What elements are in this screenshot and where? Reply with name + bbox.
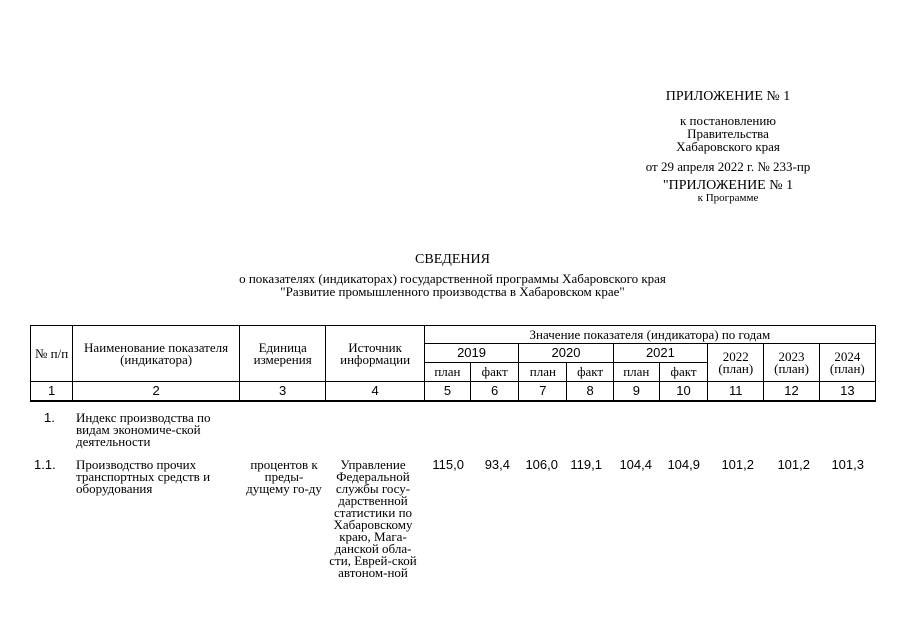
value-2021-fact: 104,9 bbox=[667, 457, 700, 472]
header-fact-2021: факт bbox=[659, 363, 707, 382]
col-number-4: 4 bbox=[326, 382, 424, 402]
to-resolution: к постановлению bbox=[679, 113, 777, 128]
header-2024-plan: 2024 (план) bbox=[819, 344, 875, 382]
header-year-2021: 2021 bbox=[613, 344, 707, 363]
value-2019-plan: 115,0 bbox=[432, 457, 464, 472]
region-label: Хабаровского края bbox=[676, 139, 780, 154]
header-fact-2020: факт bbox=[567, 363, 613, 382]
header-year-2019: 2019 bbox=[424, 344, 518, 363]
document-title: СВЕДЕНИЯ bbox=[415, 252, 490, 267]
appendix-label: ПРИЛОЖЕНИЕ № 1 bbox=[665, 89, 791, 104]
header-2022-plan: 2022 (план) bbox=[708, 344, 764, 382]
row-1-1-source: Управление Федеральной службы госу-дарственной статистики по Хабаровскому краю, Мага-данской обла-сти, Еврей-ской автоном-ной bbox=[329, 457, 417, 580]
value-2019-fact: 93,4 bbox=[484, 457, 510, 472]
header-num: № п/п bbox=[31, 326, 73, 382]
row-1-1-name: Производство прочих транспортных средств и оборудования bbox=[76, 457, 211, 496]
col-number-5: 5 bbox=[424, 382, 470, 402]
col-number-8: 8 bbox=[567, 382, 613, 402]
document-subtitle bbox=[0, 272, 905, 298]
col-number-10: 10 bbox=[659, 382, 707, 402]
value-2020-fact: 119,1 bbox=[570, 457, 602, 472]
value-2021-plan: 104,4 bbox=[619, 457, 652, 472]
col-number-6: 6 bbox=[471, 382, 519, 402]
col-number-3: 3 bbox=[239, 382, 325, 402]
resolution-date: от 29 апреля 2022 г. № 233-пр bbox=[645, 159, 811, 174]
value-2020-plan: 106,0 bbox=[525, 457, 558, 472]
header-source: Источник информации bbox=[326, 326, 424, 382]
government-label: Правительства bbox=[687, 126, 769, 141]
indicators-table-header bbox=[30, 325, 876, 402]
header-plan-2021: план bbox=[613, 363, 659, 382]
row-1-1-unit: процентов к преды-дущему го-ду bbox=[246, 457, 322, 496]
header-unit: Единица измерения bbox=[239, 326, 325, 382]
col-number-11: 11 bbox=[708, 382, 764, 402]
to-program: к Программе bbox=[697, 192, 759, 204]
col-number-9: 9 bbox=[613, 382, 659, 402]
appendix-label-2: "ПРИЛОЖЕНИЕ № 1 bbox=[662, 178, 794, 193]
value-2022-plan: 101,2 bbox=[721, 457, 754, 472]
value-2023-plan: 101,2 bbox=[777, 457, 810, 472]
header-values: Значение показателя (индикатора) по годам bbox=[424, 326, 875, 344]
header-plan-2020: план bbox=[519, 363, 567, 382]
header-2023-plan: 2023 (план) bbox=[764, 344, 819, 382]
header-year-2020: 2020 bbox=[519, 344, 613, 363]
col-number-7: 7 bbox=[519, 382, 567, 402]
row-1-1-num: 1.1. bbox=[34, 457, 56, 472]
subtitle-line-2: "Развитие промышленного производства в Хабаровском крае" bbox=[280, 284, 625, 299]
col-number-2: 2 bbox=[73, 382, 240, 402]
value-2024-plan: 101,3 bbox=[831, 457, 864, 472]
header-fact-2019: факт bbox=[471, 363, 519, 382]
row-1-name: Индекс производства по видам экономиче-ской деятельности bbox=[76, 410, 211, 449]
document-header bbox=[633, 90, 823, 204]
header-name: Наименование показателя (индикатора) bbox=[73, 326, 240, 382]
row-1-num: 1. bbox=[44, 410, 55, 425]
subtitle-line-1: о показателях (индикаторах) государственной программы Хабаровского края bbox=[239, 271, 666, 286]
col-number-1: 1 bbox=[31, 382, 73, 402]
header-plan-2019: план bbox=[424, 363, 470, 382]
col-number-12: 12 bbox=[764, 382, 819, 402]
col-number-13: 13 bbox=[819, 382, 875, 402]
